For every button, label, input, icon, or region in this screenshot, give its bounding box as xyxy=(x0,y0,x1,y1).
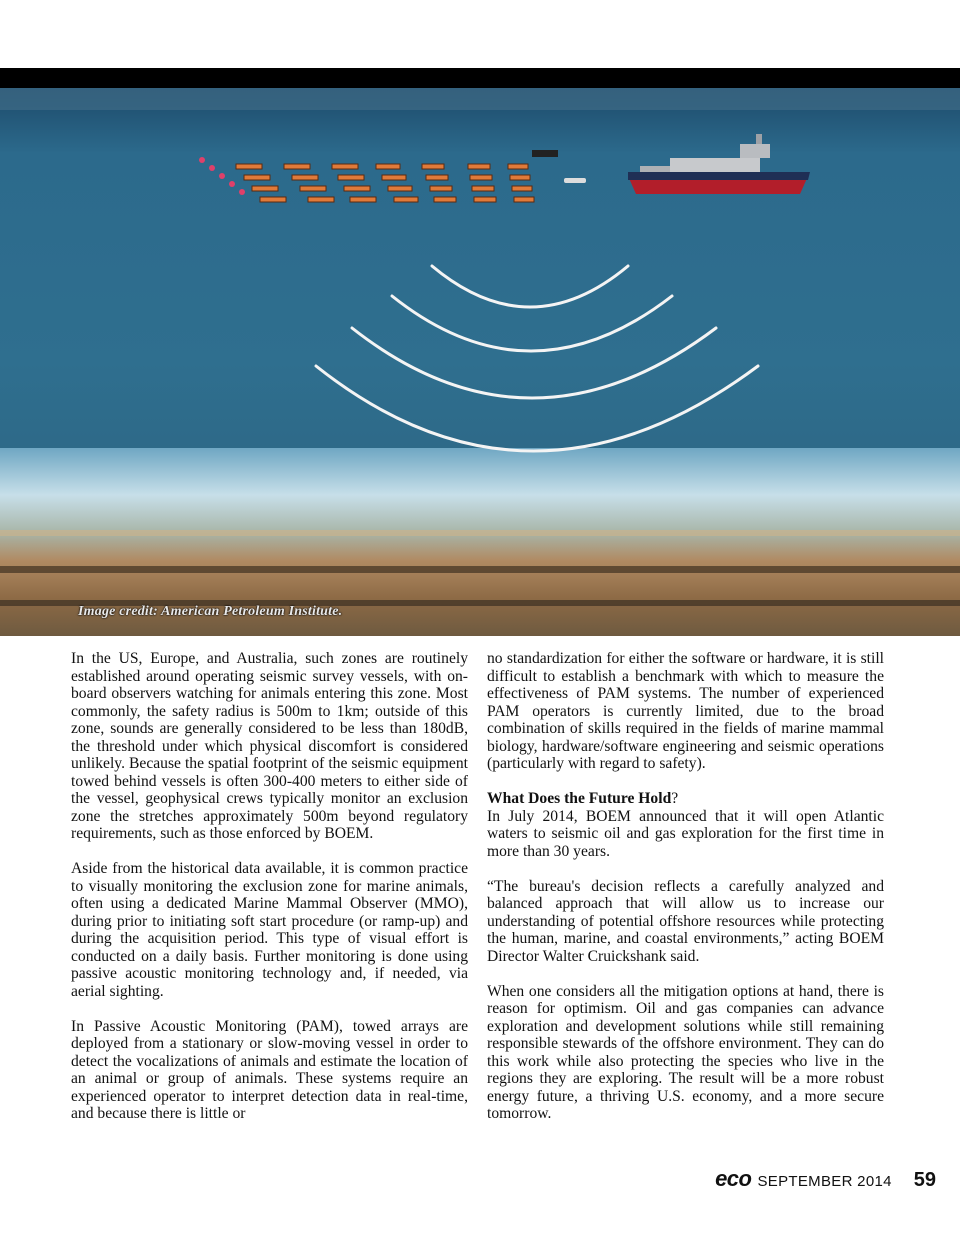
top-black-bar xyxy=(0,68,960,88)
body-paragraph: In July 2014, BOEM announced that it will open Atlantic waters to seismic oil and gas exploration for the first time in more than 30 years. xyxy=(487,807,884,860)
seismic-survey-illustration xyxy=(0,88,960,636)
right-column xyxy=(487,650,884,1140)
image-credit: Image credit: American Petroleum Institute. xyxy=(78,604,343,619)
section-heading-mark: ? xyxy=(671,790,679,807)
body-paragraph: When one considers all the mitigation options at hand, there is reason for optimism. Oil and gas companies can advance exploration and development solutions while still remaining responsible stewards of the offshore environment. They can do this work while also protecting the species who live in the regions they are exploring. The result will be a more robust energy future, a thriving U.S. economy, and a more secure tomorrow. xyxy=(487,982,884,1122)
float-marker xyxy=(532,150,558,157)
source-float xyxy=(564,178,586,183)
section-heading-text: What Does the Future Hold xyxy=(487,790,672,807)
page-footer xyxy=(715,1166,936,1192)
illustration-svg xyxy=(0,88,960,636)
body-paragraph: In Passive Acoustic Monitoring (PAM), towed arrays are deployed from a stationary or slow-moving vessel in order to detect the vocalizations of animals and estimate the location of an animal or group of animals. These systems require an experienced operator to interpret detection data in real-time, and because there is little or xyxy=(71,1017,468,1122)
magazine-logo: eco xyxy=(715,1166,752,1191)
issue-date: SEPTEMBER 2014 xyxy=(757,1173,892,1190)
body-paragraph: no standardization for either the software or hardware, it is still difficult to establish a benchmark with which to measure the effectiveness of PAM systems. The number of experienced PAM operators is currently limited, due to the broad combination of skills required in the fields of marine mammal biology, hardware/software engineering and seismic operations (particularly with regard to safety). xyxy=(487,650,884,772)
body-paragraph: In the US, Europe, and Australia, such zones are routinely established around operating seismic survey vessels, with on-board observers watching for animals entering this zone. Most commonly, the safety radius is 500m to 1km; outside of this zone, sounds are generally considered to be less than 180dB, the threshold under which physical discomfort is considered unlikely. Because the spatial footprint of the seismic equipment towed behind vessels is often 300-400 meters to either side of the vessel, geophysical crews typically monitor an exclusion zone the stretches approximately 500m beyond regulatory requirements, such as those enforced by BOEM. xyxy=(71,650,468,842)
quote-paragraph: “The bureau's decision reflects a carefully analyzed and balanced approach that will allow us to increase our understanding of potential offshore resources while protecting the human, marine, and coastal environments,” acting BOEM Director Walter Cruickshank said. xyxy=(487,877,884,965)
left-column xyxy=(71,650,468,1140)
page-number: 59 xyxy=(913,1169,936,1191)
body-paragraph: Aside from the historical data available, it is common practice to visually monitoring the exclusion zone for marine animals, often using a dedicated Marine Mammal Observer (MMO), during prior to initiating soft start procedure (or ramp-up) and during the acquisition period. This type of visual effort is conducted on a daily basis. Further monitoring is done using passive acoustic monitoring technology and, if needed, via aerial sighting. xyxy=(71,860,468,1000)
section-heading xyxy=(487,790,884,808)
